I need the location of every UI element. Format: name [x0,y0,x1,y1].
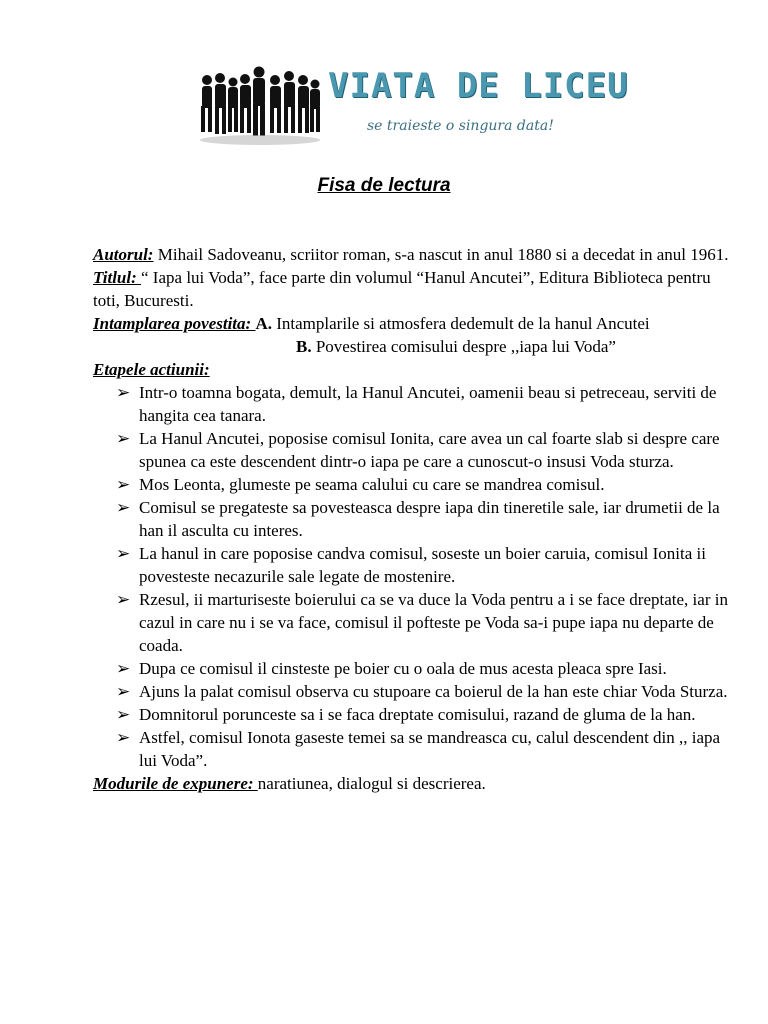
arrow-bullet-icon: ➢ [116,383,131,402]
author-text: Mihail Sadoveanu, scriitor roman, s-a nascut in anul 1880 si a decedat in anul 1961. [153,245,729,264]
people-silhouettes-image [195,60,325,152]
etapele-heading [93,358,733,381]
list-item-text: Astfel, comisul Ionota gaseste temei sa se mandreasca cu, calul descendent din ,, iapa lui Voda”. [139,728,721,770]
brand-tagline: se traieste o singura data! [367,118,554,134]
list-item [93,473,733,496]
intamplarea-b-letter: B. [296,337,312,356]
arrow-bullet-icon: ➢ [116,659,131,678]
author-paragraph [93,243,733,266]
list-item [93,381,733,427]
arrow-bullet-icon: ➢ [116,544,131,563]
list-item-text: La hanul in care poposise candva comisul, soseste un boier caruia, comisul Ionita ii povesteste necazurile sale legate de mostenire. [139,544,706,586]
arrow-bullet-icon: ➢ [116,429,131,448]
list-item-text: Intr-o toamna bogata, demult, la Hanul Ancutei, oamenii beau si petreceau, serviti de hangita cea tanara. [139,383,717,425]
arrow-bullet-icon: ➢ [116,705,131,724]
arrow-bullet-icon: ➢ [116,728,131,747]
list-item [93,496,733,542]
list-item [93,657,733,680]
list-item-text: La Hanul Ancutei, poposise comisul Ionita, care avea un cal foarte slab si despre care spunea ca este descendent dintr-o iapa pe care a cunoscut-o insusi Voda sturza. [139,429,720,471]
list-item-text: Comisul se pregateste sa povesteasca despre iapa din tineretile sale, iar drumetii de la han il asculta cu interes. [139,498,720,540]
modurile-text: naratiunea, dialogul si descrierea. [257,774,486,793]
title-paragraph [93,266,733,312]
list-item-text: Mos Leonta, glumeste pe seama calului cu care se mandrea comisul. [139,475,605,494]
list-item [93,542,733,588]
modurile-paragraph [93,772,733,795]
intamplarea-b-text: Povestirea comisului despre ,,iapa lui Voda” [311,337,616,356]
document-body [93,243,733,795]
intamplarea-a-letter: A. [255,314,272,333]
list-item-text: Rzesul, ii marturiseste boierului ca se va duce la Voda pentru a i se face dreptate, iar in cazul in care nu i se va face, comisul il pofteste pe Voda sa-i pupe iapa nu departe de coada. [139,590,728,655]
list-item [93,588,733,657]
intamplarea-label: Intamplarea povestita: [93,314,256,333]
list-item [93,680,733,703]
page-title: Fisa de lectura [317,175,451,196]
list-item-text: Ajuns la palat comisul observa cu stupoare ca boierul de la han este chiar Voda Sturza. [139,682,728,701]
arrow-bullet-icon: ➢ [116,682,131,701]
author-label: Autorul: [93,245,154,264]
etapele-list [93,381,733,772]
intamplarea-paragraph [93,312,733,335]
header-logo [195,60,629,152]
titlu-text: “ Iapa lui Voda”, face parte din volumul “Hanul Ancutei”, Editura Biblioteca pentru toti, Bucuresti. [93,268,711,310]
brand-logo-text: VIATA DE LICEU [328,66,629,106]
intamplarea-a-text: Intamplarile si atmosfera dedemult de la hanul Ancutei [271,314,650,333]
list-item [93,427,733,473]
list-item [93,703,733,726]
arrow-bullet-icon: ➢ [116,475,131,494]
etapele-label: Etapele actiunii: [93,360,210,379]
intamplarea-b-paragraph [93,335,733,358]
list-item-text: Dupa ce comisul il cinsteste pe boier cu o oala de mus acesta pleaca spre Iasi. [139,659,667,678]
titlu-label: Titlul: [93,268,142,287]
list-item-text: Domnitorul porunceste sa i se faca dreptate comisului, razand de gluma de la han. [139,705,696,724]
modurile-label: Modurile de expunere: [93,774,258,793]
arrow-bullet-icon: ➢ [116,498,131,517]
arrow-bullet-icon: ➢ [116,590,131,609]
list-item [93,726,733,772]
